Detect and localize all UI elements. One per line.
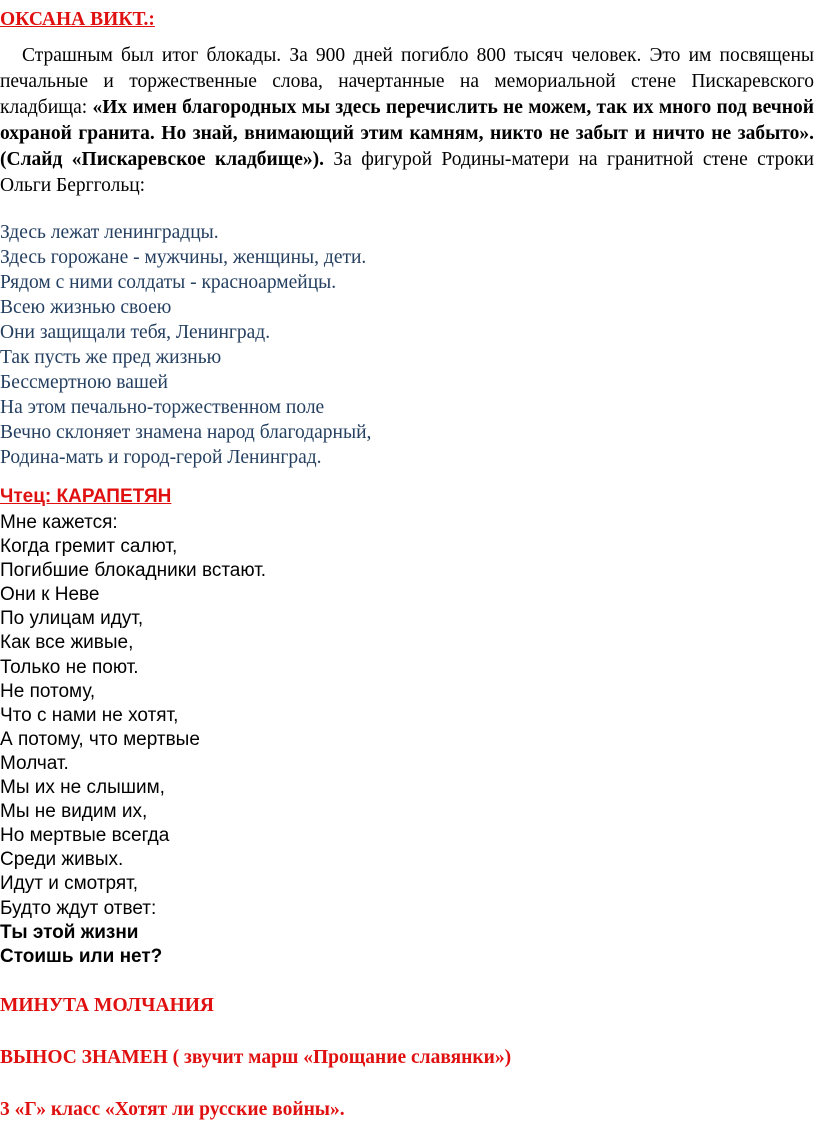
- poem-line: Мы их не слышим,: [0, 777, 165, 799]
- poem-line: Мы не видим их,: [0, 801, 148, 823]
- stage-direction-class-performance: 3 «Г» класс «Хотят ли русские войны».: [0, 1099, 345, 1120]
- poem-line: Среди живых.: [0, 849, 124, 871]
- poem-line: Что с нами не хотят,: [0, 704, 179, 726]
- speaker-heading-oksana: ОКСАНА ВИКТ.:: [0, 9, 155, 30]
- poem-line: Погибшие блокадники встают.: [0, 560, 267, 582]
- intro-text: Страшным был итог блокады. За 900 дней погибло 800 тысяч человек. Это им посвящены печальные и торжественные слова, начертанные на мемориальной стене Пискаревского кладбища:: [0, 45, 814, 118]
- poem-line: Бессмертною вашей: [0, 372, 168, 393]
- intro-inscription-quote: «Их имен благородных мы здесь перечислить не можем, так их много под вечной охраной гранита. Но знай, внимающий этим камням, никто не забыт и ничто не забыто». (Слайд «Пискаревское кладбище»).: [0, 97, 814, 170]
- poem-line: Когда гремит салют,: [0, 536, 178, 558]
- poem-line: Они защищали тебя, Ленинград.: [0, 322, 271, 343]
- poem-line: Здесь горожане - мужчины, женщины, дети.: [0, 247, 367, 268]
- reader-poem: [0, 511, 266, 969]
- poem-line: Рядом с ними солдаты - красноармейцы.: [0, 272, 337, 293]
- berggolts-poem: [0, 220, 371, 470]
- poem-line: Мне кажется:: [0, 512, 118, 533]
- poem-line: Здесь лежат ленинградцы.: [0, 222, 219, 243]
- poem-line: Будто ждут ответ:: [0, 897, 157, 919]
- poem-line: Вечно склоняет знамена народ благодарный,: [0, 422, 372, 443]
- stage-direction-banners: ВЫНОС ЗНАМЕН ( звучит марш «Прощание славянки»): [0, 1047, 512, 1068]
- intro-paragraph: [0, 43, 814, 199]
- stage-direction-minute-of-silence: МИНУТА МОЛЧАНИЯ: [0, 995, 214, 1016]
- poem-line: Всею жизнью своею: [0, 297, 172, 318]
- poem-line: Так пусть же пред жизнью: [0, 347, 222, 368]
- poem-line: На этом печально-торжественном поле: [0, 397, 325, 418]
- poem-line: Родина-мать и город-герой Ленинград.: [0, 447, 322, 468]
- poem-line: Молчат.: [0, 752, 69, 774]
- poem-line: Как все живые,: [0, 632, 134, 654]
- poem-line: Но мертвые всегда: [0, 825, 170, 847]
- poem-line: Они к Неве: [0, 584, 100, 606]
- speaker-heading-karapetyan: Чтец: КАРАПЕТЯН: [0, 486, 172, 507]
- poem-line: Идут и смотрят,: [0, 873, 139, 895]
- poem-line: А потому, что мертвые: [0, 728, 200, 750]
- poem-line: Только не поют.: [0, 656, 139, 678]
- poem-line: По улицам идут,: [0, 608, 144, 630]
- intro-tail-text: За фигурой Родины-матери на гранитной стене строки Ольги Берггольц:: [0, 149, 814, 196]
- poem-line: Не потому,: [0, 680, 96, 702]
- poem-line-bold: Ты этой жизни: [0, 921, 139, 943]
- poem-line-bold: Стоишь или нет?: [0, 945, 163, 967]
